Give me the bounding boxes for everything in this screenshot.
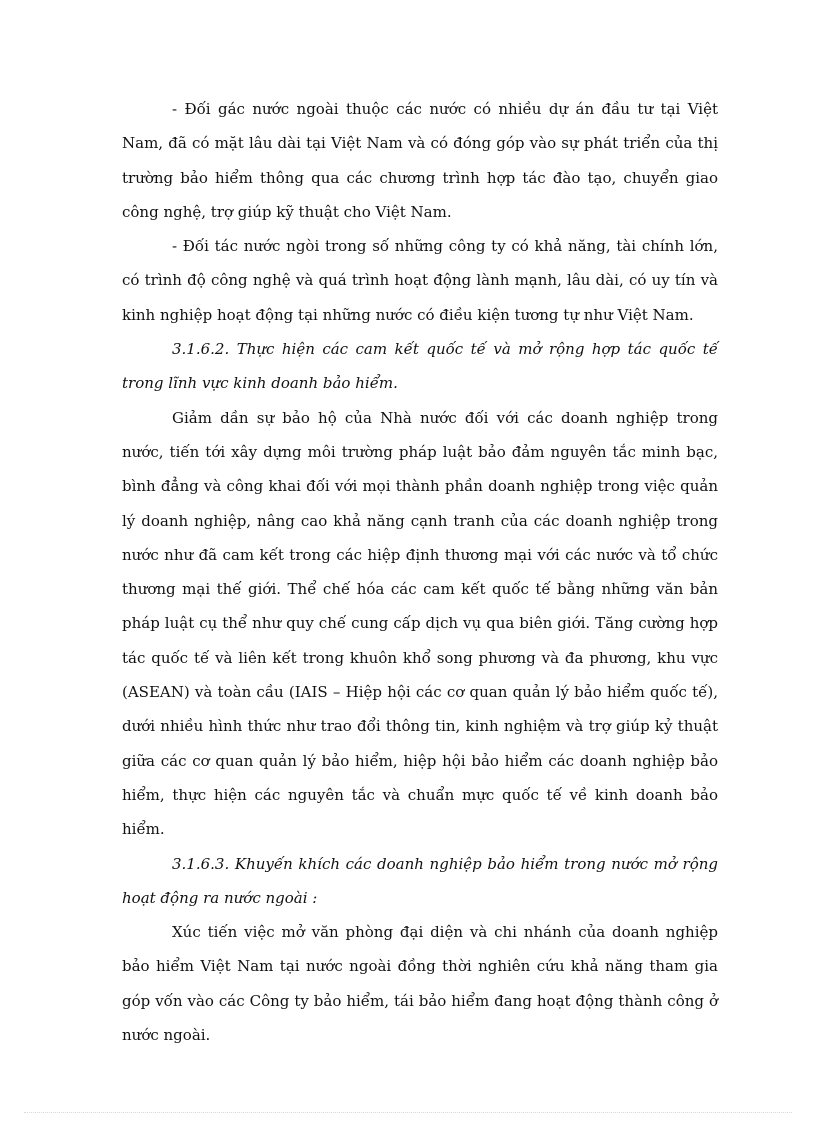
paragraph-international-commitments: Giảm dần sự bảo hộ của Nhà nước đối với các doanh nghiệp trong nước, tiến tới xây dựng môi trường pháp luật bảo đảm nguyên tắc minh bạc, bình đẳng và công khai đối với mọi thành phần doanh nghiệp trong việc quản lý doanh nghiệp, nâng cao khả năng cạnh tranh của các doanh nghiệp trong nước như đã cam kết trong các hiệp định thương mại với các nước và tổ chức thương mại thế giới. Thể chế hóa các cam kết quốc tế bằng những văn bản pháp luật cụ thể như quy chế cung cấp dịch vụ qua biên giới. Tăng cường hợp tác quốc tế và liên kết trong khuôn khổ song phương và đa phương, khu vực (ASEAN) và toàn cầu (IAIS – Hiệp hội các cơ quan quản lý bảo hiểm quốc tế), dưới nhiều hình thức như trao đổi thông tin, kinh nghiệm và trợ giúp kỷ thuật giữa các cơ quan quản lý bảo hiểm, hiệp hội bảo hiểm các doanh nghiệp bảo hiểm, thực hiện các nguyên tắc và chuẩn mực quốc tế về kinh doanh bảo hiểm. (122, 408, 718, 839)
page-bottom-divider (24, 1112, 792, 1113)
section-heading-3-1-6-2: 3.1.6.2. Thực hiện các cam kết quốc tế và mở rộng hợp tác quốc tế trong lĩnh vực kinh doanh bảo hiểm. (122, 340, 718, 393)
paragraph-overseas-expansion: Xúc tiến việc mở văn phòng đại diện và chi nhánh của doanh nghiệp bảo hiểm Việt Nam tại nước ngoài đồng thời nghiên cứu khả năng tham gia góp vốn vào các Công ty bảo hiểm, tái bảo hiểm đang hoạt động thành công ở nước ngoài. (122, 923, 718, 1045)
section-heading-3-1-6-3: 3.1.6.3. Khuyến khích các doanh nghiệp bảo hiểm trong nước mở rộng hoạt động ra nước ngoài : (122, 854, 718, 907)
paragraph-foreign-partner-criteria-1: - Đối gác nước ngoài thuộc các nước có nhiều dự án đầu tư tại Việt Nam, đã có mặt lâu dài tại Việt Nam và có đóng góp vào sự phát triển của thị trường bảo hiểm thông qua các chương trình hợp tác đào tạo, chuyển giao công nghệ, trợ giúp kỹ thuật cho Việt Nam. (122, 100, 718, 221)
document-body (122, 92, 718, 1052)
paragraph-foreign-partner-criteria-2: - Đối tác nước ngòi trong số những công ty có khả năng, tài chính lớn, có trình độ công nghệ và quá trình hoạt động lành mạnh, lâu dài, có uy tín và kinh nghiệp hoạt động tại những nước có điều kiện tương tự như Việt Nam. (122, 237, 718, 324)
